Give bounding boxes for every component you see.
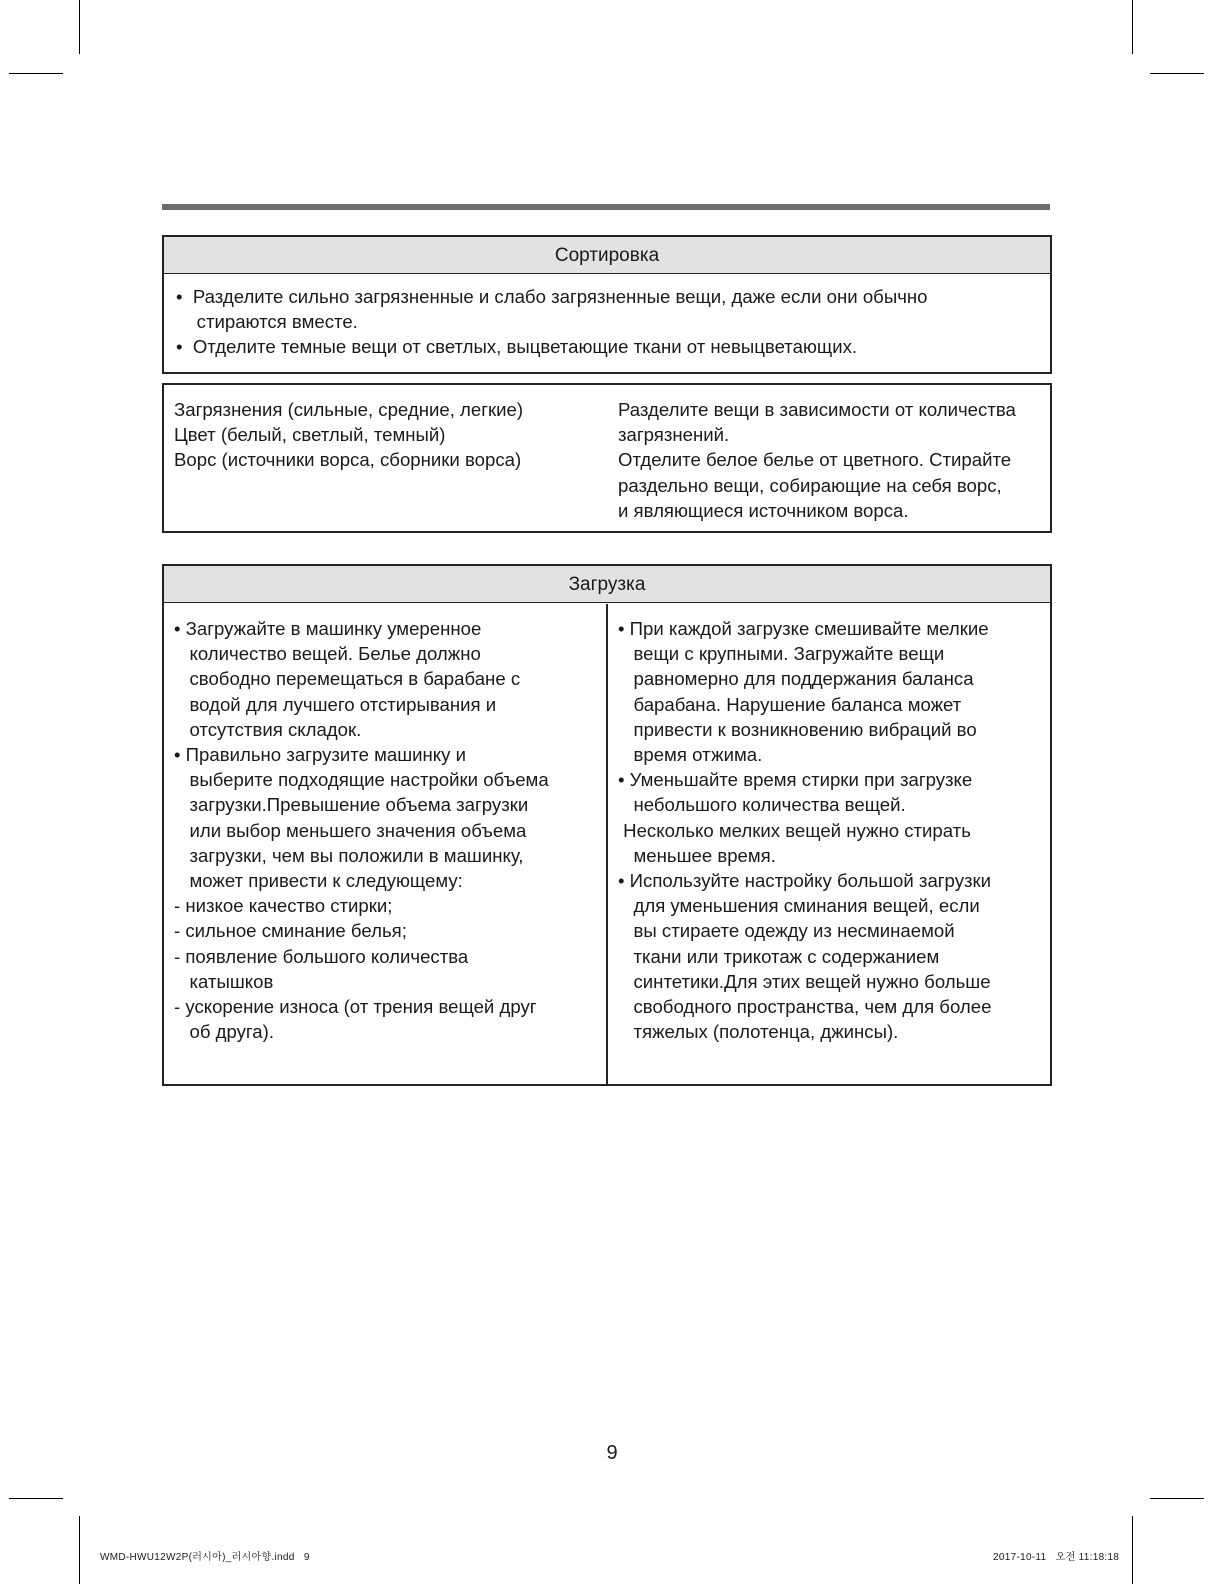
list-item: вы стираете одежду из несминаемой — [618, 920, 955, 942]
list-item: синтетики.Для этих вещей нужно больше — [618, 970, 991, 992]
crop-mark — [79, 0, 80, 54]
list-item: свободно перемещаться в барабане с — [174, 668, 521, 690]
list-item: или выбор меньшего значения объема — [174, 819, 527, 841]
list-item: - ускорение износа (от трения вещей друг — [174, 996, 537, 1018]
list-item: • Разделите сильно загрязненные и слабо загрязненные вещи, даже если они обычно — [176, 286, 928, 307]
list-item: катышков — [174, 970, 274, 992]
crop-mark — [1150, 1498, 1204, 1499]
list-item: - сильное сминание белья; — [174, 920, 407, 942]
list-item: • Отделите темные вещи от светлых, выцветающие ткани от невыцветающих. — [176, 336, 858, 358]
loading-right-column — [618, 616, 991, 1044]
criteria-advice: раздельно вещи, собирающие на себя ворс, — [618, 474, 1002, 496]
criteria-advice: и являющиеся источником ворса. — [618, 499, 909, 521]
loading-title: Загрузка — [164, 566, 1050, 603]
criteria-item: Ворс (источники ворса, сборники ворса) — [174, 449, 522, 471]
list-item: • Используйте настройку большой загрузки — [618, 870, 992, 892]
loading-left-column — [174, 616, 549, 1044]
list-item: равномерно для поддержания баланса — [618, 668, 974, 690]
list-item: вещи с крупными. Загружайте вещи — [618, 643, 945, 665]
criteria-advice: загрязнений. — [618, 424, 730, 446]
sorting-title: Сортировка — [164, 237, 1050, 274]
list-item: • Правильно загрузите машинку и — [174, 744, 466, 766]
criteria-item: Загрязнения (сильные, средние, легкие) — [174, 399, 524, 420]
list-item: время отжима. — [618, 744, 763, 766]
list-item: - появление большого количества — [174, 945, 469, 967]
list-item: стираются вместе. — [176, 311, 358, 333]
list-item: небольшого количества вещей. — [618, 794, 906, 816]
list-item: • При каждой загрузке смешивайте мелкие — [618, 618, 989, 639]
list-item: барабана. Нарушение баланса может — [618, 693, 962, 715]
list-item: привести к возникновению вибраций во — [618, 718, 977, 740]
column-divider — [606, 604, 608, 1084]
loading-section — [162, 564, 1052, 1086]
list-item: водой для лучшего отстирывания и — [174, 693, 497, 715]
footer-timestamp: 2017-10-11 오전 11:18:18 — [993, 1552, 1120, 1563]
page-number: 9 — [606, 1442, 618, 1464]
list-item: • Загружайте в машинку умеренное — [174, 618, 482, 639]
list-item: загрузки, чем вы положили в машинку, — [174, 844, 524, 866]
list-item: меньшее время. — [618, 844, 776, 866]
criteria-item: Цвет (белый, светлый, темный) — [174, 424, 446, 446]
crop-mark — [1132, 1516, 1133, 1584]
criteria-advice: Отделите белое белье от цветного. Стирайте — [618, 449, 1012, 471]
crop-mark — [9, 1498, 63, 1499]
sorting-list — [176, 284, 927, 360]
list-item: • Уменьшайте время стирки при загрузке — [618, 769, 973, 791]
list-item: Несколько мелких вещей нужно стирать — [618, 819, 971, 841]
list-item: загрузки.Превышение объема загрузки — [174, 794, 529, 816]
crop-mark — [79, 1516, 80, 1584]
list-item: для уменьшения сминания вещей, если — [618, 895, 980, 917]
criteria-left — [174, 397, 523, 473]
list-item: выберите подходящие настройки объема — [174, 769, 549, 791]
list-item: тяжелых (полотенца, джинсы). — [618, 1021, 899, 1043]
list-item: ткани или трикотаж с содержанием — [618, 945, 940, 967]
list-item: отсутствия складок. — [174, 718, 362, 740]
crop-mark — [1150, 73, 1204, 74]
footer-filename: WMD-HWU12W2P(러시아)_러시아향.indd 9 — [100, 1552, 310, 1563]
crop-mark — [9, 73, 63, 74]
sorting-section — [162, 235, 1052, 374]
list-item: об друга). — [174, 1021, 275, 1043]
criteria-right — [618, 397, 1016, 523]
list-item: количество вещей. Белье должно — [174, 643, 481, 665]
list-item: свободного пространства, чем для более — [618, 996, 992, 1018]
list-item: - низкое качество стирки; — [174, 895, 393, 917]
header-rule — [162, 204, 1050, 210]
crop-mark — [1132, 0, 1133, 54]
sorting-criteria-table — [162, 383, 1052, 533]
list-item: может привести к следующему: — [174, 870, 463, 892]
criteria-advice: Разделите вещи в зависимости от количества — [618, 399, 1016, 420]
